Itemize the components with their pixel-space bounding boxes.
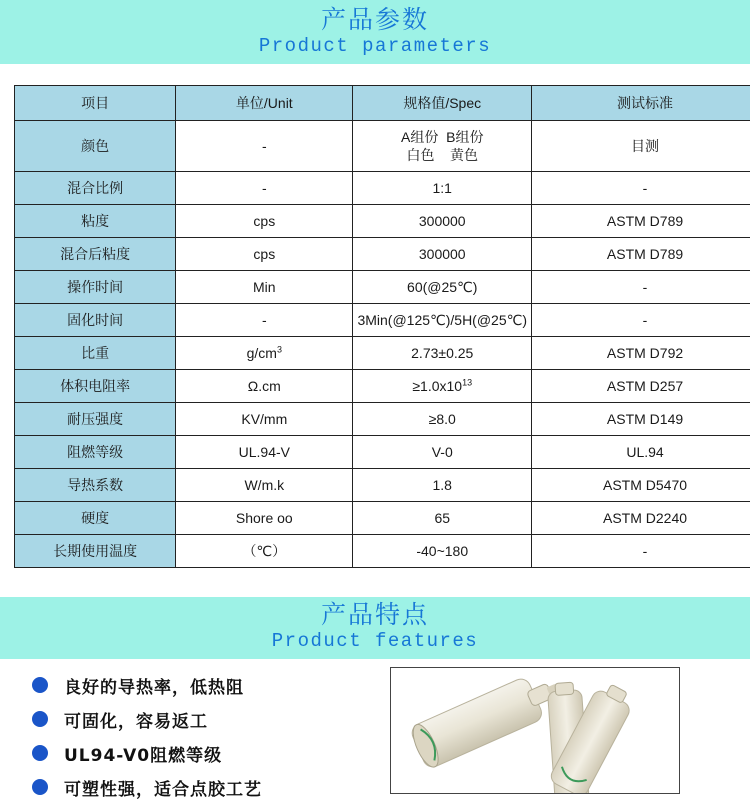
- table-row: [15, 238, 750, 271]
- row-test: -: [532, 271, 750, 304]
- row-item: 耐压强度: [15, 403, 176, 436]
- feature-text: 良好的导热率，低热阻: [64, 677, 244, 698]
- feature-text: 可固化，容易返工: [64, 711, 208, 732]
- row-spec: 1.8: [353, 469, 532, 502]
- row-spec: 65: [353, 502, 532, 535]
- row-test: ASTM D5470: [532, 469, 750, 502]
- header-test: 测试标准: [532, 86, 750, 121]
- table-row: [15, 502, 750, 535]
- row-test: ASTM D149: [532, 403, 750, 436]
- table-row: [15, 172, 750, 205]
- row-test: UL.94: [532, 436, 750, 469]
- row-unit: （℃）: [176, 535, 353, 568]
- bullet-dot-icon: [32, 677, 48, 693]
- row-unit: [176, 337, 353, 370]
- row-spec: [353, 121, 532, 172]
- header-spec: 规格值/Spec: [353, 86, 532, 121]
- feature-item: [32, 770, 262, 800]
- features-title-zh: 产品特点: [320, 600, 429, 629]
- row-spec: 60(@25℃): [353, 271, 532, 304]
- spec-exponent: 13: [462, 377, 473, 388]
- row-item: 颜色: [15, 121, 176, 172]
- row-unit: cps: [176, 238, 353, 271]
- row-test: 目测: [532, 121, 750, 172]
- table-row: [15, 370, 750, 403]
- row-spec: 3Min(@125℃)/5H(@25℃): [353, 304, 532, 337]
- row-spec: -40~180: [353, 535, 532, 568]
- row-item: 混合后粘度: [15, 238, 176, 271]
- row-unit: Min: [176, 271, 353, 304]
- row-item: 体积电阻率: [15, 370, 176, 403]
- row-unit: W/m.k: [176, 469, 353, 502]
- features-banner: [0, 597, 750, 659]
- product-photo: [390, 667, 680, 794]
- table-row: [15, 304, 750, 337]
- features-title-en: Product features: [271, 630, 479, 652]
- row-item: 操作时间: [15, 271, 176, 304]
- row-spec: 1:1: [353, 172, 532, 205]
- row-unit: -: [176, 121, 353, 172]
- feature-item: [32, 702, 262, 736]
- feature-item: [32, 736, 262, 770]
- row-spec: 300000: [353, 205, 532, 238]
- row-test: ASTM D789: [532, 205, 750, 238]
- table-row: [15, 205, 750, 238]
- header-unit: 单位/Unit: [176, 86, 353, 121]
- row-unit: -: [176, 172, 353, 205]
- spec-table: [14, 85, 750, 568]
- row-test: -: [532, 304, 750, 337]
- spec-table-header-row: [15, 86, 750, 121]
- feature-text: 可塑性强，适合点胶工艺: [64, 779, 262, 800]
- feature-text: UL94-V0阻燃等级: [64, 745, 223, 766]
- row-test: ASTM D2240: [532, 502, 750, 535]
- cartridge-illustration: [391, 668, 680, 794]
- params-title-en: Product parameters: [258, 35, 492, 57]
- row-item: 长期使用温度: [15, 535, 176, 568]
- row-test: ASTM D257: [532, 370, 750, 403]
- table-row: [15, 271, 750, 304]
- table-row: [15, 337, 750, 370]
- table-row: [15, 469, 750, 502]
- params-title-zh: 产品参数: [320, 5, 429, 34]
- row-unit: Shore oo: [176, 502, 353, 535]
- row-item: 比重: [15, 337, 176, 370]
- row-item: 粘度: [15, 205, 176, 238]
- row-test: -: [532, 172, 750, 205]
- row-test: -: [532, 535, 750, 568]
- table-row: [15, 403, 750, 436]
- row-item: 混合比例: [15, 172, 176, 205]
- row-unit: cps: [176, 205, 353, 238]
- bullet-dot-icon: [32, 711, 48, 727]
- row-item: 阻燃等级: [15, 436, 176, 469]
- bullet-dot-icon: [32, 745, 48, 761]
- row-unit: UL.94-V: [176, 436, 353, 469]
- row-spec: [353, 370, 532, 403]
- header-item: 项目: [15, 86, 176, 121]
- cartridge-left: [408, 668, 566, 770]
- row-spec: 300000: [353, 238, 532, 271]
- spec-components: A组份 B组份: [401, 129, 484, 145]
- unit-exponent: 3: [276, 344, 282, 355]
- row-item: 固化时间: [15, 304, 176, 337]
- row-unit: Ω.cm: [176, 370, 353, 403]
- row-spec: 2.73±0.25: [353, 337, 532, 370]
- table-row: [15, 535, 750, 568]
- row-spec: V-0: [353, 436, 532, 469]
- table-row: [15, 436, 750, 469]
- table-row: [15, 121, 750, 172]
- row-unit: -: [176, 304, 353, 337]
- params-banner: [0, 0, 750, 64]
- feature-item: [32, 668, 262, 702]
- row-item: 导热系数: [15, 469, 176, 502]
- row-item: 硬度: [15, 502, 176, 535]
- row-unit: KV/mm: [176, 403, 353, 436]
- row-test: ASTM D789: [532, 238, 750, 271]
- features-list: [32, 668, 262, 800]
- unit-base: g/cm: [246, 345, 277, 361]
- bullet-dot-icon: [32, 779, 48, 795]
- row-spec: ≥8.0: [353, 403, 532, 436]
- spec-colors: 白色 黄色: [406, 147, 479, 163]
- row-test: ASTM D792: [532, 337, 750, 370]
- spec-base: ≥1.0x10: [412, 378, 463, 394]
